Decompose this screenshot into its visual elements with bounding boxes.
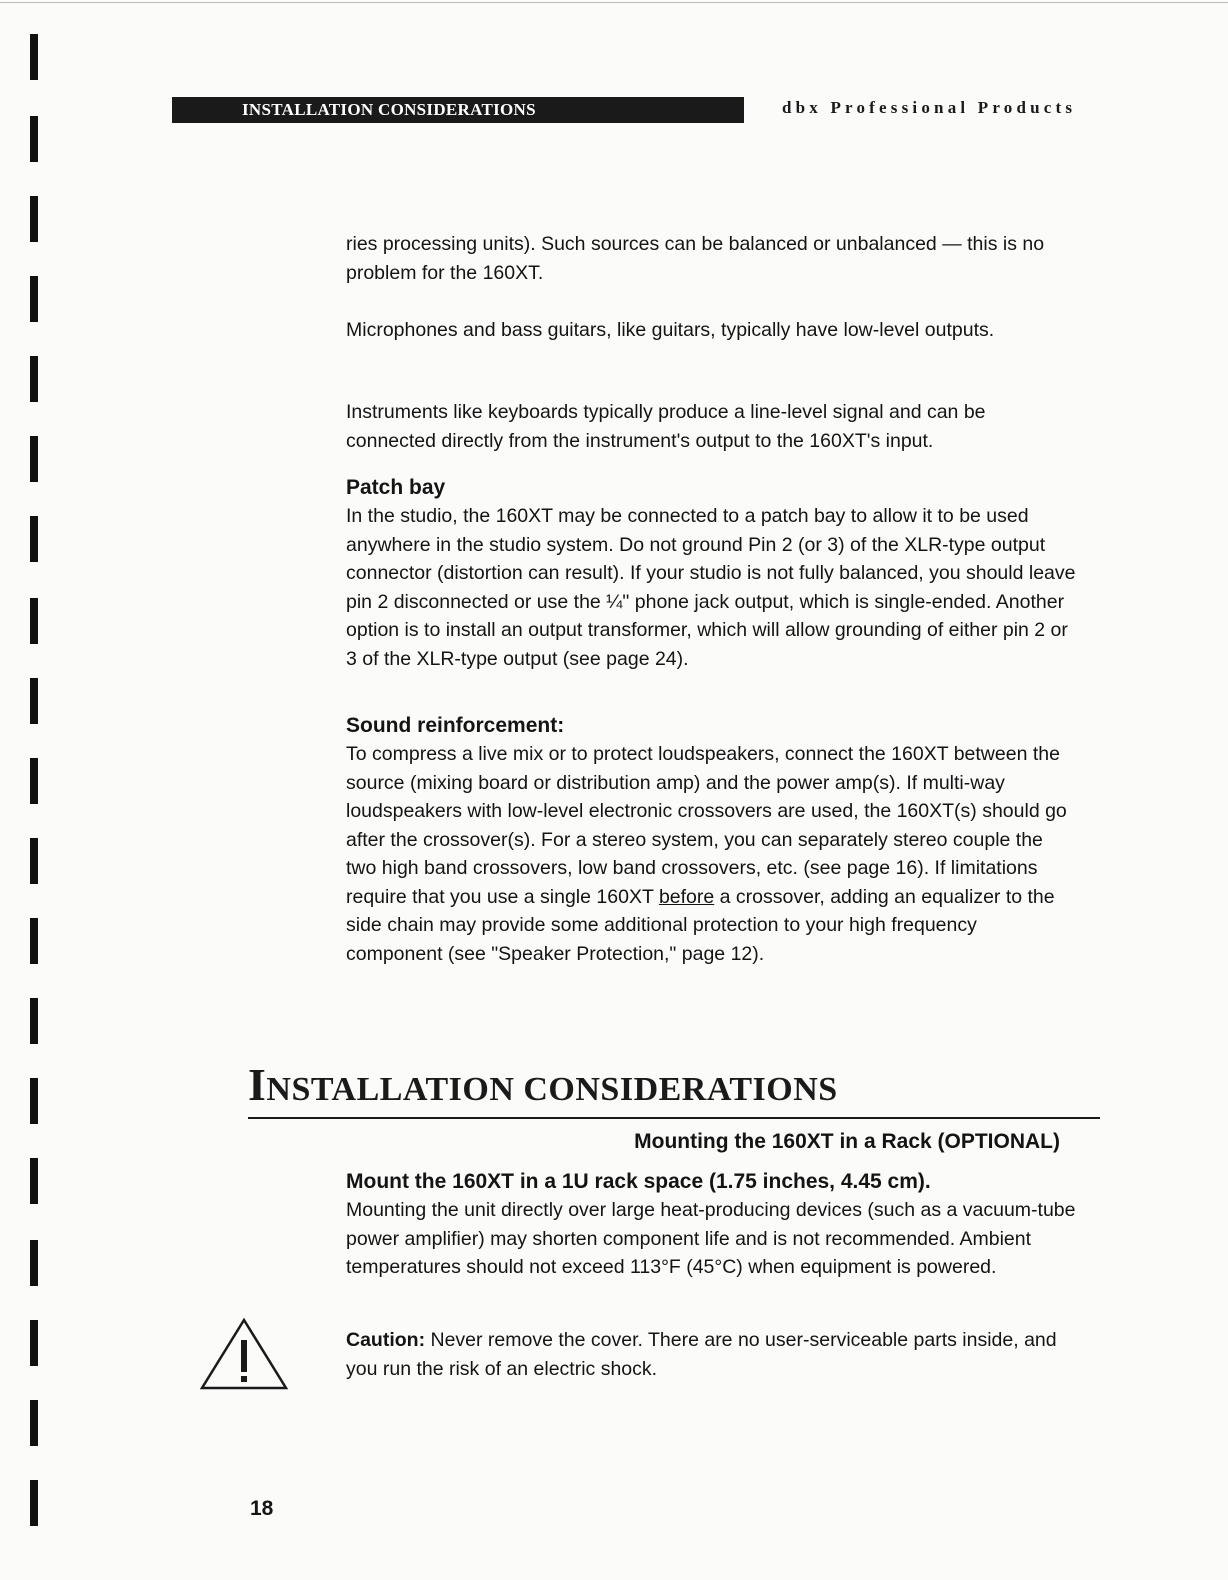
binder-mark xyxy=(30,276,38,322)
caution-paragraph xyxy=(346,1326,1086,1383)
binder-mark xyxy=(30,918,38,964)
binder-mark xyxy=(30,1158,38,1204)
sources-section xyxy=(346,398,1076,455)
mount-section xyxy=(346,1168,1086,1282)
binder-mark xyxy=(30,758,38,804)
text-run: To compress a live mix or to protect loudspeakers, connect the 160XT between the source (mixing board or distribution amp) and the power amp(s). If multi-way loudspeakers with low-level electronic crossovers are used, the 160XT(s) should go after the crossover(s). For a stereo system, you can separately stereo couple the two high band crossovers, low band crossovers, etc. (see page 16). If limitations require that you use a single 160XT xyxy=(346,743,1067,908)
caution-section xyxy=(346,1326,1086,1383)
section-heading: Patch bay xyxy=(346,476,446,499)
paragraph: ries processing units). Such sources can be balanced or unbalanced — this is no problem for the 160XT. xyxy=(346,233,1045,284)
rack-mount-heading: Mounting the 160XT in a Rack (OPTIONAL) xyxy=(634,1130,1060,1153)
binder-mark xyxy=(30,34,38,80)
section-title xyxy=(248,1060,1100,1119)
section-heading: Sound reinforcement: xyxy=(346,714,565,737)
caution-label: Caution: xyxy=(346,1329,426,1351)
page-number: 18 xyxy=(250,1497,274,1520)
scan-edge-line xyxy=(0,2,1228,3)
paragraph: Instruments like keyboards typically produce a line-level signal and can be connected directly from the instrument's output to the 160XT's input. xyxy=(346,401,986,452)
mount-heading: Mount the 160XT in a 1U rack space (1.75 inches, 4.45 cm). xyxy=(346,1170,931,1193)
warning-triangle-icon xyxy=(200,1318,288,1390)
title-rest: NSTALLATION CONSIDERATIONS xyxy=(266,1071,838,1108)
binder-mark xyxy=(30,116,38,162)
sources-section xyxy=(346,316,1076,345)
paragraph xyxy=(346,740,1076,968)
binder-mark xyxy=(30,356,38,402)
binder-mark xyxy=(30,1480,38,1526)
binder-mark xyxy=(30,998,38,1044)
binder-mark xyxy=(30,196,38,242)
binder-mark xyxy=(30,598,38,644)
sound-reinforcement-section xyxy=(346,712,1076,968)
patch-bay-section xyxy=(346,474,1076,673)
text-run: a crossover, adding an equalizer to the side chain may provide some additional protection to your high frequency component (see "Speaker Protection," page 12). xyxy=(346,885,1055,965)
binder-mark xyxy=(30,1078,38,1124)
paragraph: In the studio, the 160XT may be connected to a patch bay to allow it to be used anywhere in the studio system. Do not ground Pin 2 (or 3) of the XLR-type output connector (distortion can result). If your studio is not fully balanced, you should leave pin 2 disconnected or use the ¼" phone jack output, which is single-ended. Another option is to install an output transformer, which will allow grounding of either pin 2 or 3 of the XLR-type output (see page 24). xyxy=(346,505,1076,670)
binder-mark xyxy=(30,838,38,884)
binder-mark xyxy=(30,1400,38,1446)
sources-section xyxy=(346,230,1076,287)
section-header-label: INSTALLATION CONSIDERATIONS xyxy=(242,100,536,119)
paragraph: Microphones and bass guitars, like guitars, typically have low-level outputs. xyxy=(346,319,995,341)
binder-mark xyxy=(30,678,38,724)
binder-mark xyxy=(30,1240,38,1286)
section-header-bar xyxy=(172,97,744,123)
binder-mark xyxy=(30,436,38,482)
brand-name: dbx Professional Products xyxy=(782,98,1077,117)
caution-text: Never remove the cover. There are no user-serviceable parts inside, and you run the risk of an electric shock. xyxy=(346,1329,1057,1380)
binder-mark xyxy=(30,1320,38,1366)
binder-mark xyxy=(30,516,38,562)
underlined-word: before xyxy=(658,885,715,908)
title-initial: I xyxy=(248,1059,267,1110)
paragraph: Mounting the unit directly over large heat-producing devices (such as a vacuum-tube power amplifier) may shorten component life and is not recommended. Ambient temperatures should not exceed 113°F (45°C) when equipment is powered. xyxy=(346,1199,1076,1278)
